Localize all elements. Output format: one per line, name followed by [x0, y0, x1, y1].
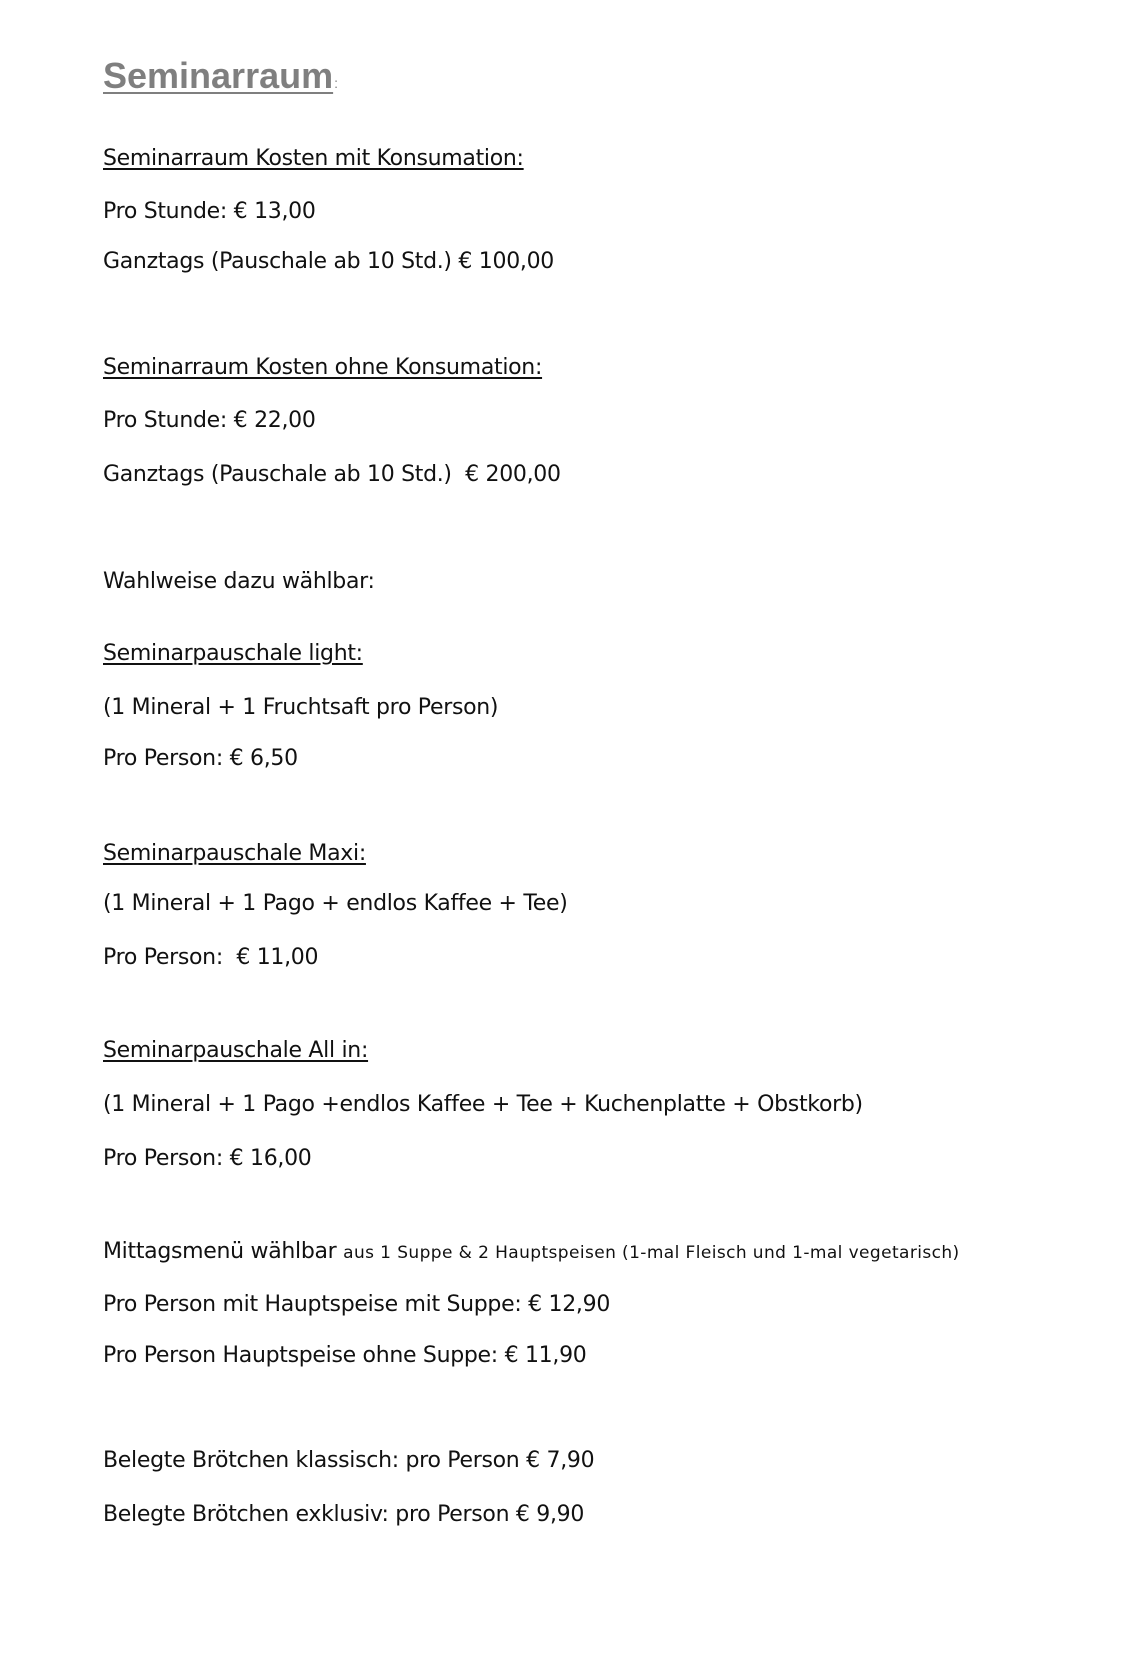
- optional-intro-text: Wahlweise dazu wählbar:: [103, 569, 375, 594]
- price-line-mit-ganztags: Ganztags (Pauschale ab 10 Std.) € 100,00: [103, 249, 554, 274]
- section-heading-maxi: Seminarpauschale Maxi:: [103, 841, 366, 866]
- lunch-price-without-soup: Pro Person Hauptspeise ohne Suppe: € 11,90: [103, 1343, 587, 1368]
- package-price-all-in: Pro Person: € 16,00: [103, 1146, 312, 1171]
- section-heading-all-in: Seminarpauschale All in:: [103, 1038, 369, 1063]
- lunch-menu-label: Mittagsmenü wählbar: [103, 1239, 337, 1264]
- page-title: [103, 55, 338, 96]
- section-heading-ohne-konsumation: Seminarraum Kosten ohne Konsumation:: [103, 355, 543, 380]
- package-contents-maxi: (1 Mineral + 1 Pago + endlos Kaffee + Tee): [103, 891, 568, 916]
- lunch-menu-detail: aus 1 Suppe & 2 Hauptspeisen (1-mal Fleisch und 1-mal vegetarisch): [343, 1243, 960, 1263]
- price-line-mit-pro-stunde: Pro Stunde: € 13,00: [103, 199, 316, 224]
- page-title-colon: :: [334, 75, 338, 91]
- lunch-price-with-soup: Pro Person mit Hauptspeise mit Suppe: € 12,90: [103, 1292, 611, 1317]
- price-line-ohne-ganztags: Ganztags (Pauschale ab 10 Std.) € 200,00: [103, 462, 561, 487]
- lunch-menu-line: [103, 1241, 960, 1263]
- price-line-ohne-pro-stunde: Pro Stunde: € 22,00: [103, 408, 316, 433]
- package-contents-all-in: (1 Mineral + 1 Pago +endlos Kaffee + Tee + Kuchenplatte + Obstkorb): [103, 1092, 863, 1117]
- section-heading-mit-konsumation: Seminarraum Kosten mit Konsumation:: [103, 146, 524, 171]
- sandwich-price-classic: Belegte Brötchen klassisch: pro Person € 7,90: [103, 1448, 595, 1473]
- package-price-maxi: Pro Person: € 11,00: [103, 945, 319, 970]
- package-contents-light: (1 Mineral + 1 Fruchtsaft pro Person): [103, 695, 499, 720]
- page-title-text: Seminarraum: [103, 55, 334, 96]
- package-price-light: Pro Person: € 6,50: [103, 746, 298, 771]
- sandwich-price-exclusive: Belegte Brötchen exklusiv: pro Person € 9,90: [103, 1502, 585, 1527]
- section-heading-light: Seminarpauschale light:: [103, 641, 363, 666]
